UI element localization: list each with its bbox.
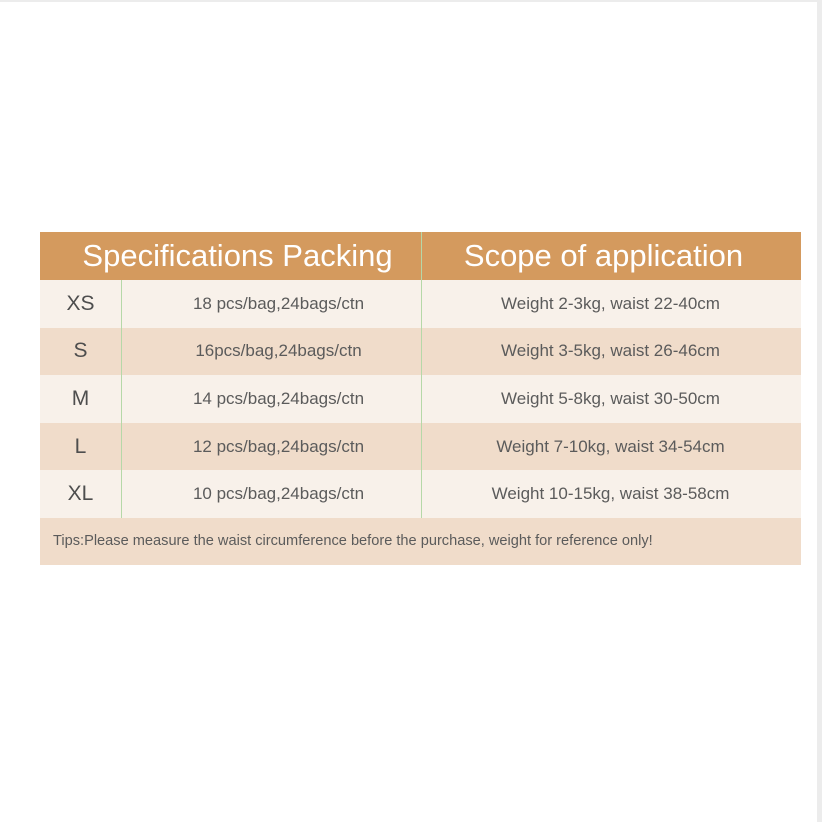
size-cell: XL — [67, 482, 94, 506]
packing-cell: 12 pcs/bag,24bags/ctn — [192, 436, 365, 456]
table-row — [40, 423, 801, 471]
scope-cell: Weight 5-8kg, waist 30-50cm — [501, 388, 720, 408]
size-cell: S — [73, 339, 88, 363]
header-specifications-packing: Specifications Packing — [82, 238, 393, 273]
table-row — [40, 328, 801, 376]
header-scope-of-application: Scope of application — [463, 238, 744, 273]
packing-cell: 14 pcs/bag,24bags/ctn — [192, 388, 365, 408]
tips-note: Tips:Please measure the waist circumference before the purchase, weight for reference only! — [40, 518, 801, 565]
scope-cell: Weight 10-15kg, waist 38-58cm — [491, 484, 730, 504]
packing-cell: 18 pcs/bag,24bags/ctn — [192, 293, 365, 313]
size-spec-table — [40, 232, 801, 565]
scope-cell: Weight 3-5kg, waist 26-46cm — [501, 341, 720, 361]
size-cell: XS — [66, 291, 95, 315]
table-row — [40, 375, 801, 423]
scope-cell: Weight 2-3kg, waist 22-40cm — [501, 293, 720, 313]
table-row — [40, 470, 801, 518]
size-cell: M — [71, 386, 90, 410]
packing-cell: 10 pcs/bag,24bags/ctn — [192, 484, 365, 504]
size-cell: L — [74, 434, 87, 458]
table-row — [40, 280, 801, 328]
table-header — [40, 232, 801, 280]
packing-cell: 16pcs/bag,24bags/ctn — [195, 341, 362, 361]
scope-cell: Weight 7-10kg, waist 34-54cm — [496, 436, 725, 456]
